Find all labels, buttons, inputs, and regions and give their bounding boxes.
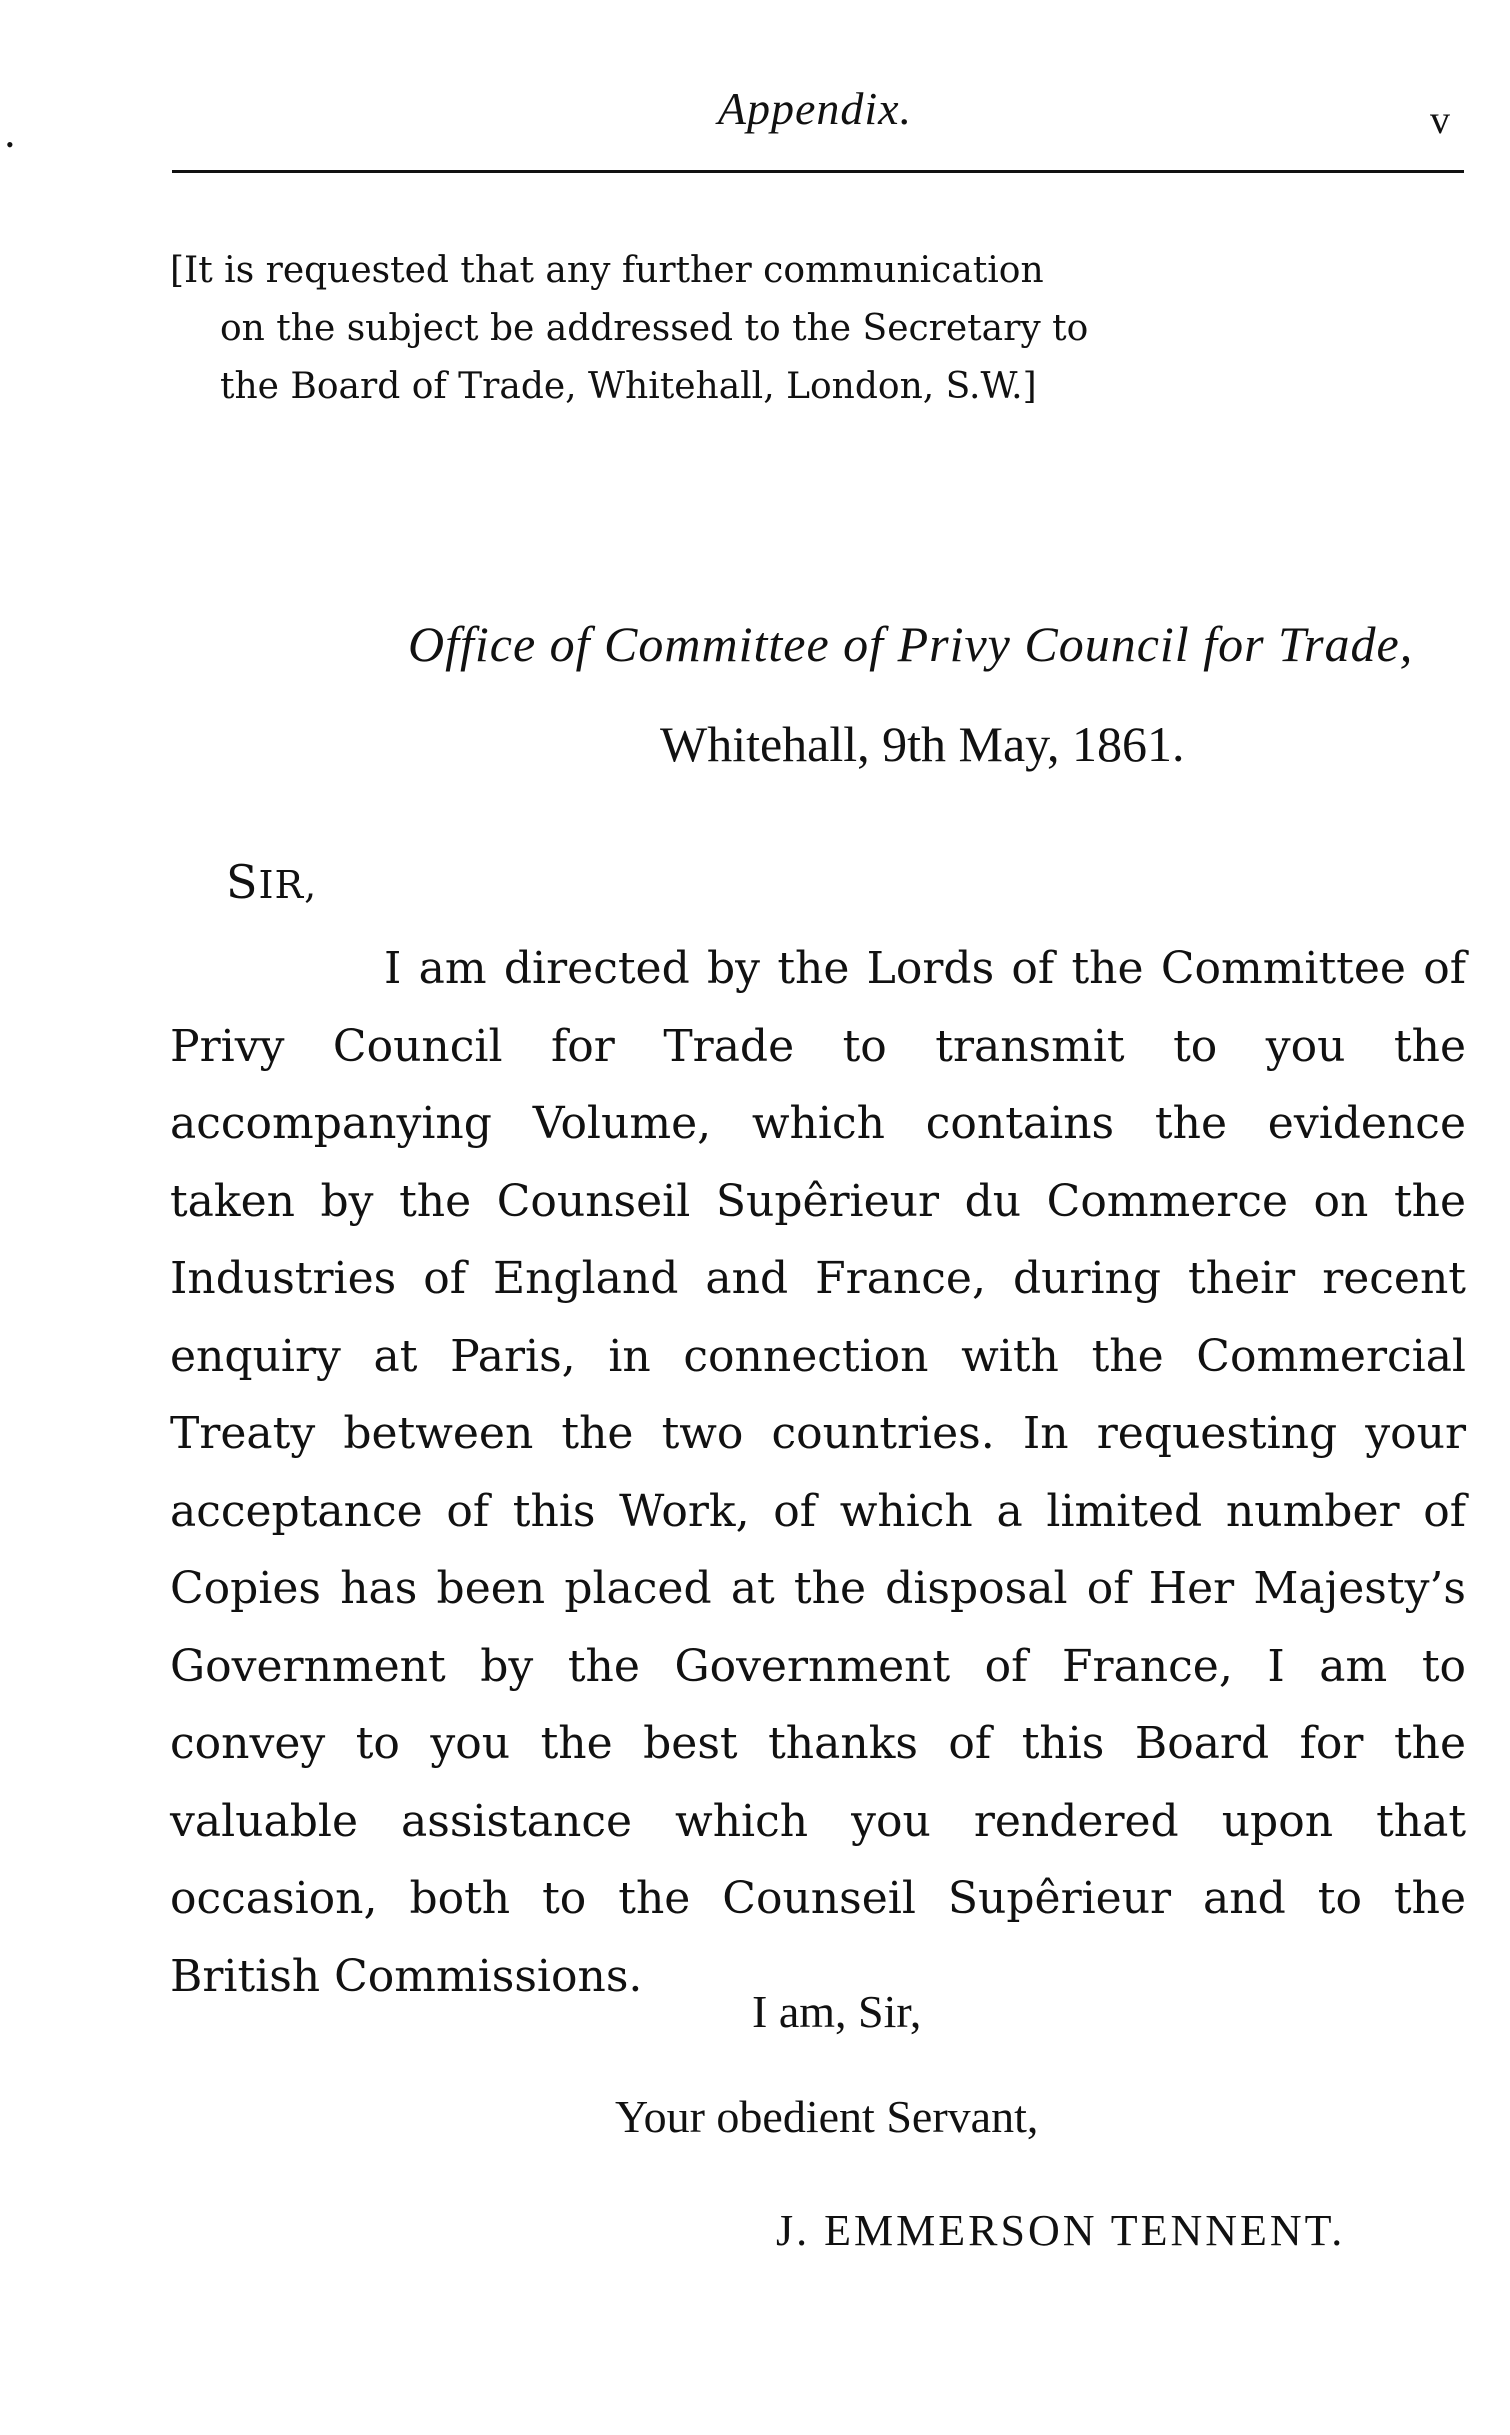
page-number: v xyxy=(1430,97,1450,142)
notice-line-3: the Board of Trade, Whitehall, London, S.W.] xyxy=(220,366,1037,407)
header-rule xyxy=(172,170,1464,173)
notice-line-2: on the subject be addressed to the Secretary to xyxy=(220,308,1089,349)
salutation-initial: S xyxy=(226,855,259,909)
letter-date-line: Whitehall, 9th May, 1861. xyxy=(660,716,1185,772)
letter-office-line: Office of Committee of Privy Council for Trade, xyxy=(408,616,1414,672)
closing-line-2: Your obedient Servant, xyxy=(615,2091,1039,2142)
signature: J. EMMERSON TENNENT. xyxy=(776,2206,1346,2255)
running-head xyxy=(170,82,1460,142)
correspondence-notice xyxy=(170,242,1130,416)
closing-line-1: I am, Sir, xyxy=(752,1986,922,2037)
margin-mark: • xyxy=(6,132,14,157)
notice-line-1: [It is requested that any further communication xyxy=(170,250,1044,291)
letter-body: I am directed by the Lords of the Committee of Privy Council for Trade to transmit to you the accompanying Volume, which contains the evidence taken by the Counseil Supêrieur du Commerce on the Industries of England and France, during their recent enquiry at Paris, in connection with the Commercial Treaty between the two countries. In requesting your acceptance of this Work, of which a limited number of Copies has been placed at the disposal of Her Majesty’s Government by the Government of France, I am to convey to you the best thanks of this Board for the valuable assistance which you rendered upon that occasion, both to the Counseil Supêrieur and to the British Commissions. xyxy=(170,943,1466,2002)
salutation xyxy=(226,855,317,909)
salutation-rest: IR, xyxy=(258,863,318,907)
running-head-title: Appendix. xyxy=(717,83,913,134)
